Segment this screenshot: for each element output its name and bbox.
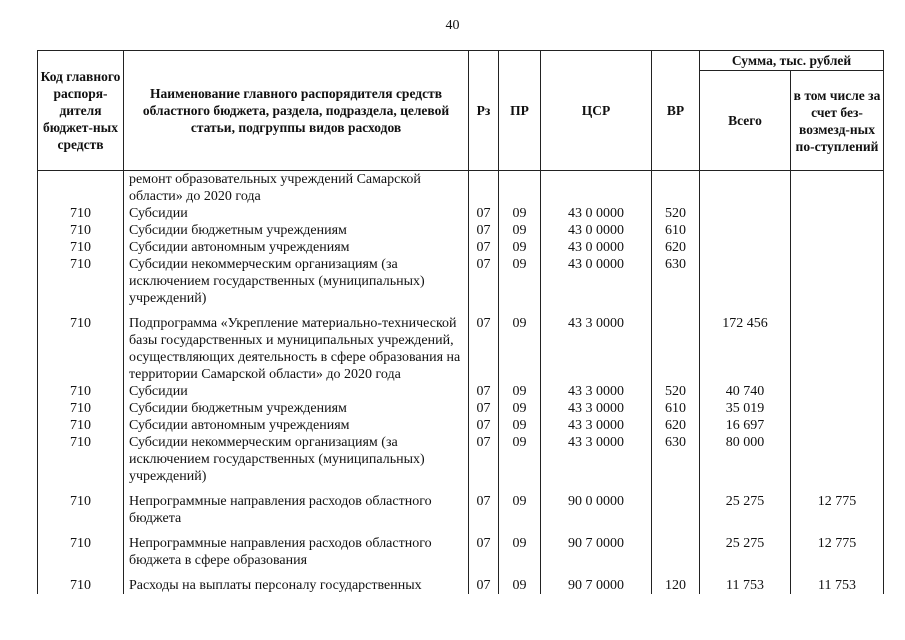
header-pr: ПР bbox=[499, 51, 541, 171]
row-code: 710 bbox=[38, 239, 124, 256]
row-csr: 43 0 0000 bbox=[541, 239, 652, 256]
row-total: 35 019 bbox=[700, 400, 791, 417]
table-body bbox=[38, 171, 884, 595]
row-csr: 43 3 0000 bbox=[541, 417, 652, 434]
row-rz: 07 bbox=[469, 239, 499, 256]
row-code: 710 bbox=[38, 527, 124, 569]
row-pr: 09 bbox=[499, 256, 541, 307]
row-pr: 09 bbox=[499, 434, 541, 485]
row-incl: 12 775 bbox=[791, 485, 884, 527]
row-pr: 09 bbox=[499, 485, 541, 527]
row-incl: 12 775 bbox=[791, 527, 884, 569]
row-vr: 610 bbox=[652, 400, 700, 417]
row-rz: 07 bbox=[469, 205, 499, 222]
row-name: Непрограммные направления расходов областного бюджета в сфере образования bbox=[124, 527, 469, 569]
row-name: Субсидии некоммерческим организациям (за исключением государственных (муниципальных) учреждений) bbox=[124, 434, 469, 485]
row-incl bbox=[791, 307, 884, 383]
row-rz: 07 bbox=[469, 222, 499, 239]
row-total: 16 697 bbox=[700, 417, 791, 434]
row-total bbox=[700, 239, 791, 256]
row-code: 710 bbox=[38, 485, 124, 527]
row-code: 710 bbox=[38, 222, 124, 239]
row-csr: 43 3 0000 bbox=[541, 307, 652, 383]
row-rz: 07 bbox=[469, 569, 499, 594]
header-sum-group: Сумма, тыс. рублей bbox=[700, 51, 884, 71]
table-row bbox=[38, 239, 884, 256]
row-vr: 630 bbox=[652, 256, 700, 307]
table-header bbox=[38, 51, 884, 171]
row-incl bbox=[791, 417, 884, 434]
row-vr: 520 bbox=[652, 205, 700, 222]
row-csr: 43 0 0000 bbox=[541, 222, 652, 239]
header-code: Код главного распоря-дителя бюджет-ных средств bbox=[38, 51, 124, 171]
row-rz: 07 bbox=[469, 527, 499, 569]
row-pr: 09 bbox=[499, 417, 541, 434]
row-vr bbox=[652, 307, 700, 383]
row-pr: 09 bbox=[499, 307, 541, 383]
row-name: Субсидии bbox=[124, 205, 469, 222]
row-csr: 43 3 0000 bbox=[541, 383, 652, 400]
row-total: 11 753 bbox=[700, 569, 791, 594]
row-rz: 07 bbox=[469, 307, 499, 383]
row-incl bbox=[791, 383, 884, 400]
row-name: Субсидии некоммерческим организациям (за исключением государственных (муниципальных) учреждений) bbox=[124, 256, 469, 307]
row-vr: 630 bbox=[652, 434, 700, 485]
table-row bbox=[38, 222, 884, 239]
row-incl bbox=[791, 205, 884, 222]
row-csr bbox=[541, 171, 652, 206]
row-csr: 90 7 0000 bbox=[541, 527, 652, 569]
row-pr: 09 bbox=[499, 400, 541, 417]
table-row bbox=[38, 434, 884, 485]
header-total: Всего bbox=[700, 71, 791, 171]
row-incl: 11 753 bbox=[791, 569, 884, 594]
row-pr: 09 bbox=[499, 569, 541, 594]
row-pr: 09 bbox=[499, 527, 541, 569]
row-name: Непрограммные направления расходов областного бюджета bbox=[124, 485, 469, 527]
table-row bbox=[38, 485, 884, 527]
row-rz: 07 bbox=[469, 383, 499, 400]
row-total bbox=[700, 222, 791, 239]
page-number: 40 bbox=[445, 18, 460, 33]
table-row bbox=[38, 256, 884, 307]
header-name: Наименование главного распорядителя средств областного бюджета, раздела, подраздела, целевой статьи, подгруппы видов расходов bbox=[124, 51, 469, 171]
budget-table bbox=[37, 50, 884, 594]
row-total: 25 275 bbox=[700, 485, 791, 527]
row-csr: 90 7 0000 bbox=[541, 569, 652, 594]
row-name: Субсидии bbox=[124, 383, 469, 400]
header-csr: ЦСР bbox=[541, 51, 652, 171]
row-rz: 07 bbox=[469, 256, 499, 307]
table-row bbox=[38, 383, 884, 400]
row-pr: 09 bbox=[499, 222, 541, 239]
row-rz: 07 bbox=[469, 417, 499, 434]
row-total bbox=[700, 205, 791, 222]
table-row bbox=[38, 400, 884, 417]
row-csr: 90 0 0000 bbox=[541, 485, 652, 527]
row-incl bbox=[791, 222, 884, 239]
row-code: 710 bbox=[38, 383, 124, 400]
row-name: Субсидии бюджетным учреждениям bbox=[124, 400, 469, 417]
row-rz: 07 bbox=[469, 400, 499, 417]
row-vr: 120 bbox=[652, 569, 700, 594]
row-name: ремонт образовательных учреждений Самарской области» до 2020 года bbox=[124, 171, 469, 206]
row-csr: 43 0 0000 bbox=[541, 205, 652, 222]
row-code: 710 bbox=[38, 400, 124, 417]
row-total bbox=[700, 256, 791, 307]
row-incl bbox=[791, 434, 884, 485]
row-pr: 09 bbox=[499, 239, 541, 256]
row-vr: 620 bbox=[652, 417, 700, 434]
row-incl bbox=[791, 239, 884, 256]
row-total: 40 740 bbox=[700, 383, 791, 400]
table-row bbox=[38, 307, 884, 383]
table-row bbox=[38, 527, 884, 569]
row-total: 80 000 bbox=[700, 434, 791, 485]
row-code: 710 bbox=[38, 569, 124, 594]
row-total bbox=[700, 171, 791, 206]
row-vr bbox=[652, 171, 700, 206]
row-code: 710 bbox=[38, 256, 124, 307]
table-row bbox=[38, 171, 884, 206]
row-vr: 610 bbox=[652, 222, 700, 239]
row-total: 172 456 bbox=[700, 307, 791, 383]
row-code bbox=[38, 171, 124, 206]
row-incl bbox=[791, 400, 884, 417]
header-vr: ВР bbox=[652, 51, 700, 171]
row-name: Расходы на выплаты персоналу государственных bbox=[124, 569, 469, 594]
row-code: 710 bbox=[38, 417, 124, 434]
table-row bbox=[38, 205, 884, 222]
row-code: 710 bbox=[38, 434, 124, 485]
row-vr bbox=[652, 485, 700, 527]
row-code: 710 bbox=[38, 307, 124, 383]
row-rz: 07 bbox=[469, 485, 499, 527]
row-vr: 520 bbox=[652, 383, 700, 400]
row-csr: 43 3 0000 bbox=[541, 400, 652, 417]
table-row bbox=[38, 417, 884, 434]
row-csr: 43 3 0000 bbox=[541, 434, 652, 485]
row-incl bbox=[791, 171, 884, 206]
row-rz: 07 bbox=[469, 434, 499, 485]
header-rz: Рз bbox=[469, 51, 499, 171]
table-row bbox=[38, 569, 884, 594]
row-vr: 620 bbox=[652, 239, 700, 256]
row-pr: 09 bbox=[499, 383, 541, 400]
row-csr: 43 0 0000 bbox=[541, 256, 652, 307]
row-pr: 09 bbox=[499, 205, 541, 222]
row-code: 710 bbox=[38, 205, 124, 222]
header-incl: в том числе за счет без-возмезд-ных по-ступлений bbox=[791, 71, 884, 171]
row-name: Субсидии автономным учреждениям bbox=[124, 417, 469, 434]
row-name: Подпрограмма «Укрепление материально-технической базы государственных и муниципальных учреждений, осуществляющих деятельность в сфере образования на территории Самарской области» до 2020 года bbox=[124, 307, 469, 383]
row-name: Субсидии автономным учреждениям bbox=[124, 239, 469, 256]
row-total: 25 275 bbox=[700, 527, 791, 569]
row-vr bbox=[652, 527, 700, 569]
row-pr bbox=[499, 171, 541, 206]
row-rz bbox=[469, 171, 499, 206]
row-incl bbox=[791, 256, 884, 307]
row-name: Субсидии бюджетным учреждениям bbox=[124, 222, 469, 239]
